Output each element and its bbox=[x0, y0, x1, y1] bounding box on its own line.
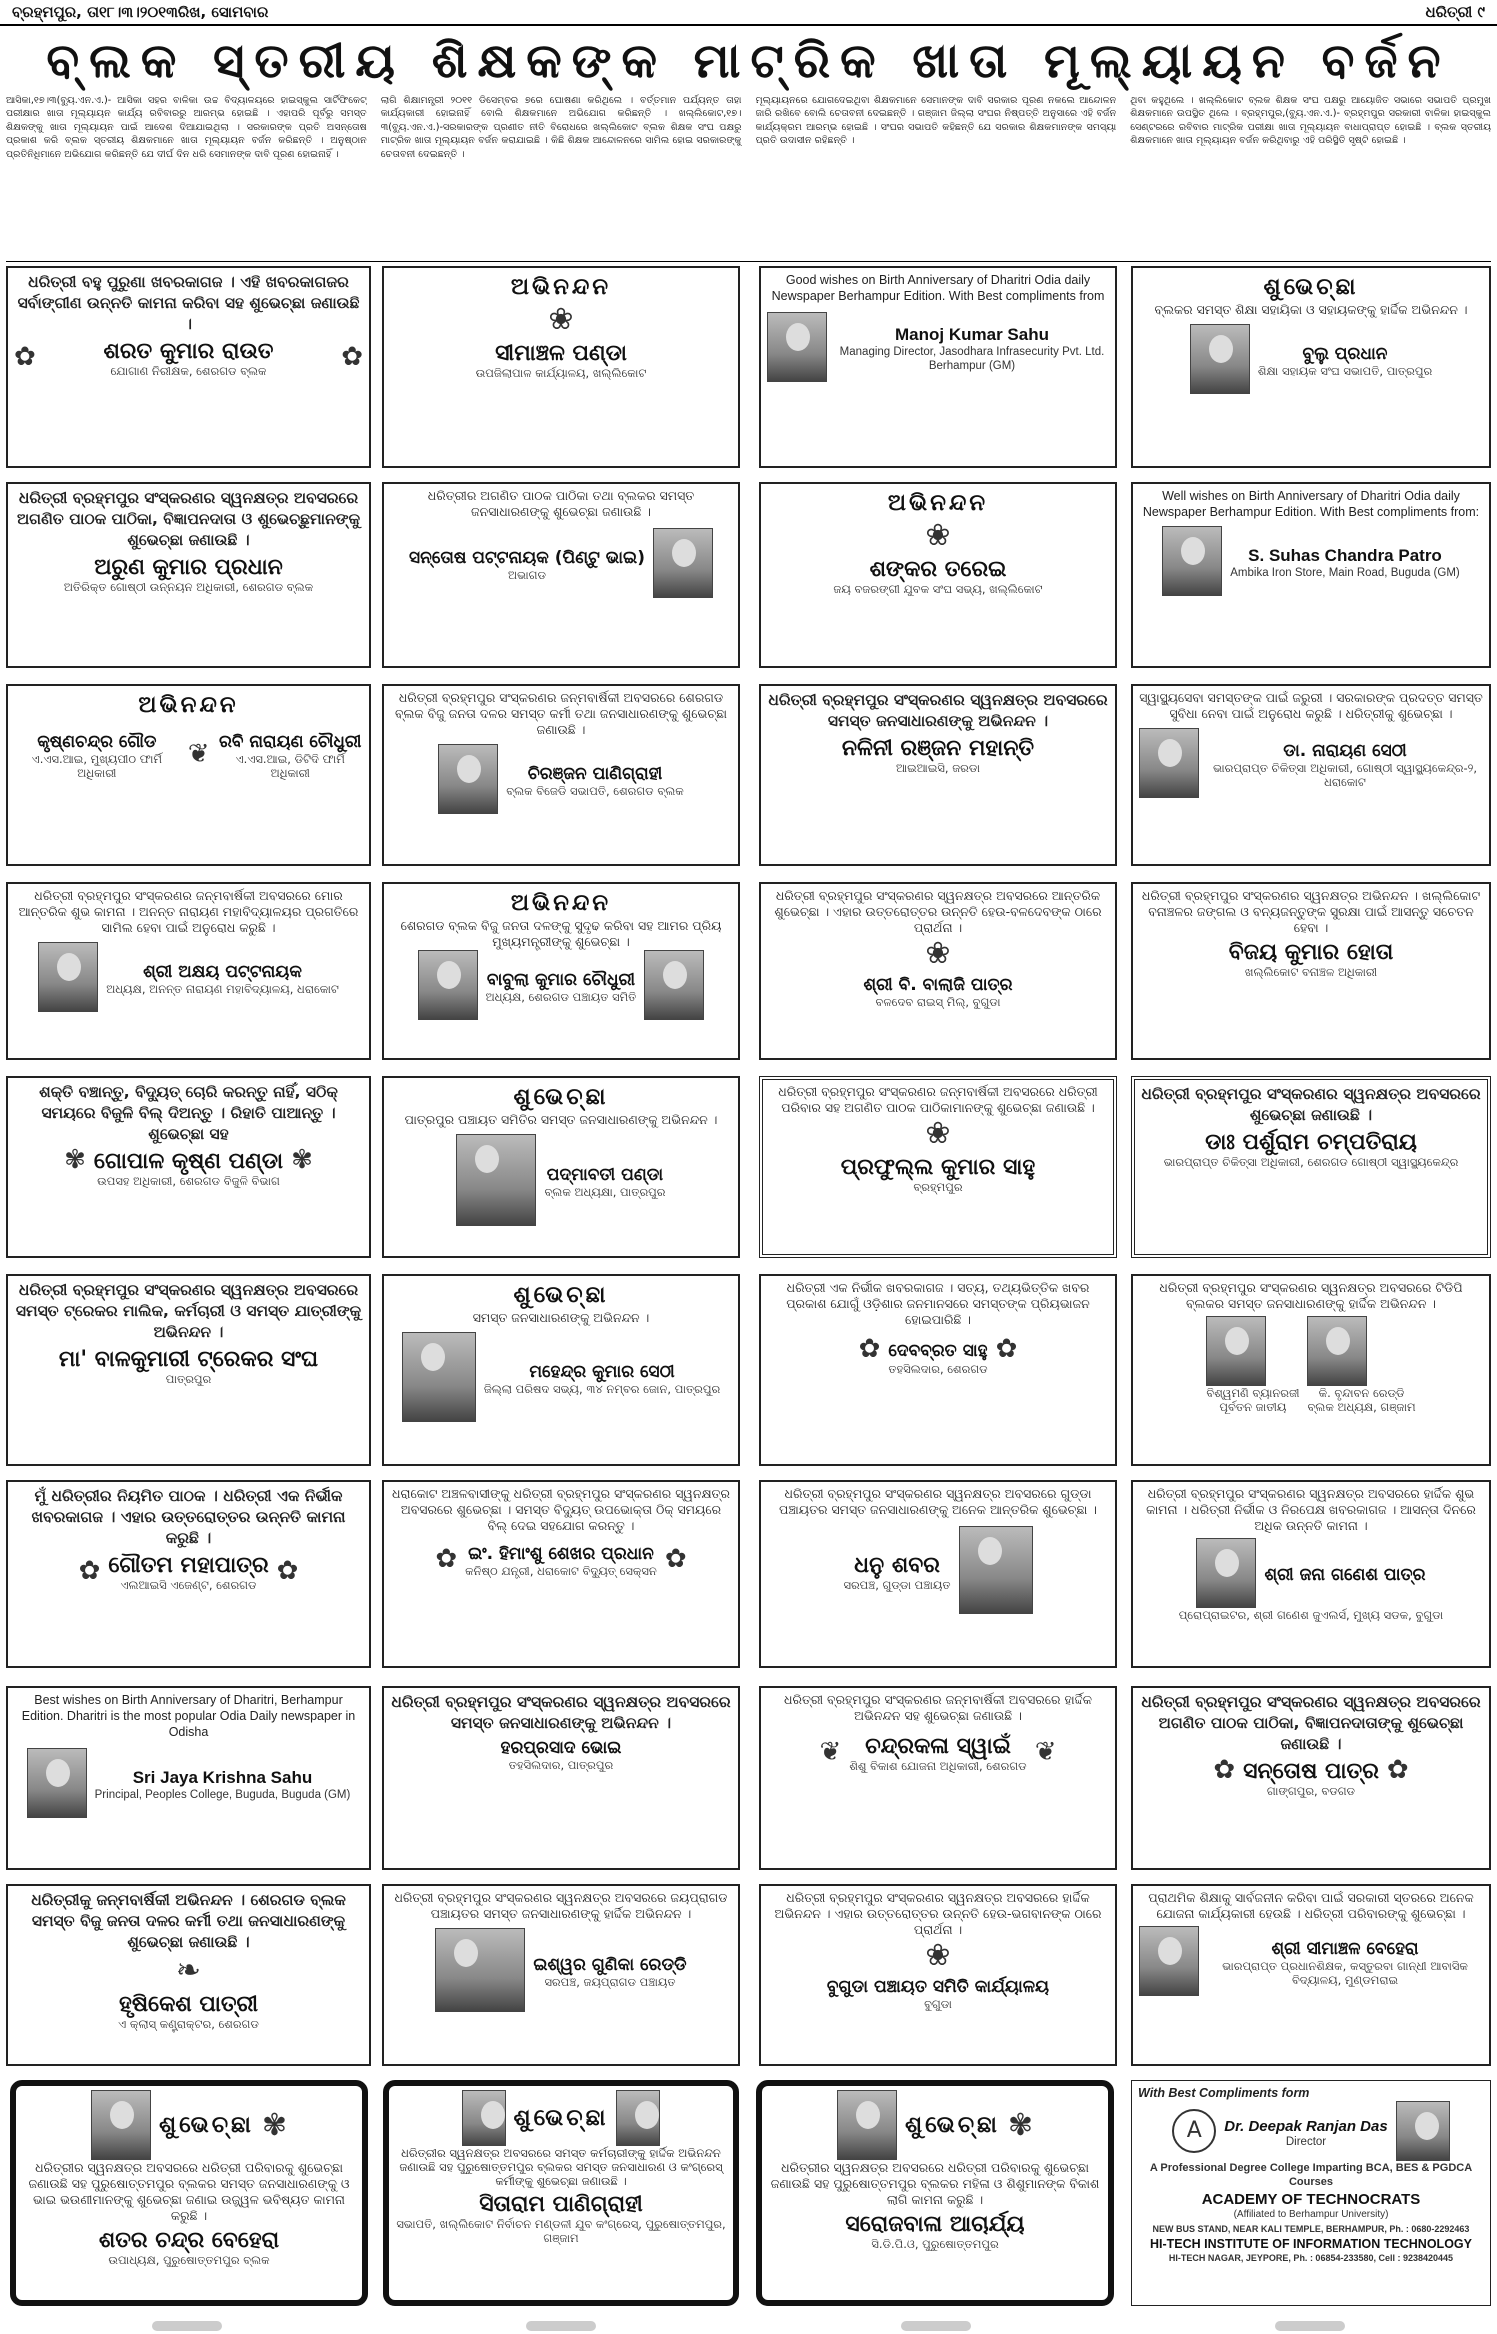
ad-narayan-sethi bbox=[1131, 684, 1491, 866]
page-header bbox=[0, 0, 1497, 26]
portrait-photo bbox=[435, 1928, 525, 2012]
article-column-3: ମୂଲ୍ୟାୟନରେ ଯୋଗଦେଇଥିବା ଶିକ୍ଷକମାନେ ସେମାନଙ୍କ ଦାବି ସରକାର ପୂରଣ ନକଲେ ଆନ୍ଦୋଳନ ଜାରି ରଖିବେ ବୋଲି ଚେତାବନୀ ଦେଇଛନ୍ତି । ଗଞ୍ଜାମ ଜିଲ୍ଲା ସଂଘର ନିଷ୍ପତ୍ତି ଅନୁସାରେ ଏହି ବର୍ଜନ କାର୍ଯ୍ୟକ୍ରମ ଆରମ୍ଭ ହୋଇଛି । ସଂଘର ସଭାପତି କହିଛନ୍ତି ଯେ ସରକାର ଶିକ୍ଷକମାନଙ୍କ ସମସ୍ୟା ପ୍ରତି ଉଦାସୀନ ରହିଛନ୍ତି । bbox=[755, 95, 1117, 147]
ad-name: Dr. Deepak Ranjan Das bbox=[1224, 2117, 1388, 2135]
ad-nalini-ranjan-mahanty bbox=[759, 684, 1117, 866]
flower-icon: ✿ bbox=[78, 1555, 101, 1586]
flower-icon: ✾ bbox=[291, 1144, 313, 1175]
ad-arun-kumar-pradhan bbox=[6, 482, 371, 668]
ad-message: ଧରିତ୍ରୀ ବ୍ରହ୍ମପୁର ସଂସ୍କରଣର ସ୍ୱନକ୍ଷତ୍ର ଅବସରରେ ଅଗଣିତ ପାଠକ ପାଠିକା, ବିଜ୍ଞାପନଦାତାଙ୍କୁ ଶୁଭେଚ୍ଛା ଜଣାଉଛି । bbox=[1141, 1693, 1481, 1753]
ad-gopal-krushna-panda bbox=[6, 1076, 371, 1258]
ad-name: ମହେନ୍ଦ୍ର କୁମାର ସେଠୀ bbox=[529, 1362, 675, 1382]
ad-jaya-krishna-sahu bbox=[6, 1686, 371, 1870]
portrait-photo bbox=[27, 1748, 87, 1818]
bouquet-icon: ✾ bbox=[261, 2107, 288, 2143]
ad-name: ବିଜୟ କୁମାର ହୋତା bbox=[1228, 940, 1394, 965]
flower-icon: ✿ bbox=[276, 1555, 299, 1586]
ad-name-2: ରବି ନାରାୟଣ ଚୌଧୁରୀ bbox=[218, 732, 362, 752]
ad-haraprasad-bhoi bbox=[382, 1686, 740, 1870]
ad-name: ଡାଃ ପର୍ଶୁରାମ ଚମ୍ପତିରାୟ bbox=[1205, 1130, 1417, 1155]
ad-designation: ଭାରପ୍ରାପ୍ତ ପ୍ରଧାନଶିକ୍ଷକ, କସ୍ତୁରବା ଗାନ୍ଧୀ ଆବାସିକ ବିଦ୍ୟାଳୟ, ମୁଣ୍ଡମରାଇ bbox=[1222, 1959, 1468, 1987]
ad-designation: ଉପସହ ଅଧିକାରୀ, ଶେରଗଡ ବିଜୁଳି ବିଭାଗ bbox=[97, 1174, 280, 1188]
ad-designation: ବ୍ରହ୍ମପୁର bbox=[913, 1180, 963, 1194]
ad-iswar-gunika-reddy bbox=[382, 1884, 740, 2066]
ad-message: With Best Compliments form bbox=[1138, 2086, 1310, 2100]
ad-org: ACADEMY OF TECHNOCRATS bbox=[1201, 2191, 1421, 2208]
flower-icon: ❦ bbox=[187, 739, 210, 769]
footer-mark bbox=[1275, 2321, 1345, 2331]
portrait-photo bbox=[402, 1332, 476, 1422]
deity-icon: ❀ bbox=[925, 1116, 951, 1151]
ad-designation: ଅତିରିକ୍ତ ଗୋଷ୍ଠୀ ଉନ୍ନୟନ ଅଧିକାରୀ, ଶେରଗଡ ବ୍ଲକ bbox=[63, 580, 314, 594]
ad-buguda-panchayat-samiti bbox=[759, 1884, 1117, 2066]
ad-himanshu-sekhar-pradhan bbox=[382, 1480, 740, 1668]
ad-designation: ଏ କ୍ଲାସ୍ କଣ୍ଟ୍ରାକ୍ଟର, ଶେରଗଡ bbox=[118, 2017, 259, 2031]
ad-name: ଗୌତମ ମହାପାତ୍ର bbox=[108, 1553, 269, 1578]
ad-designation-2: ଏ.ଏସ.ଆଇ, ଡିଟିଦି ଫାର୍ମି ଅଧିକାରୀ bbox=[235, 752, 345, 780]
ad-goutam-mohapatra bbox=[6, 1480, 371, 1668]
ad-shankar-tarei bbox=[759, 482, 1117, 668]
ad-message: ଧରିତ୍ରୀ ବ୍ରହ୍ମପୁର ସଂସ୍କରଣର ସ୍ୱନକ୍ଷତ୍ର ଅବସରରେ ଟିଡିପି ବ୍ଲକର ସମସ୍ତ ଜନସାଧାରଣଙ୍କୁ ହାର୍ଦ୍ଦିକ ଅଭିନନ୍ଦନ । bbox=[1159, 1280, 1463, 1311]
ad-designation: ବ୍ଲକ ବିଜେଡି ସଭାପତି, ଶେରଗଡ ବ୍ଲକ bbox=[506, 784, 684, 798]
paper-name-page: ଧରିତ୍ରୀ ୯ bbox=[1425, 3, 1485, 21]
ad-designation: ଯୋଗାଣ ନିରୀକ୍ଷକ, ଶେରଗଡ ବ୍ଲକ bbox=[110, 364, 267, 378]
ad-name: ହୃଷିକେଶ ପାତ୍ରୀ bbox=[119, 1992, 258, 2017]
ad-tdp-block bbox=[1131, 1274, 1491, 1466]
ad-designation: ଜୟ ବଜରଙ୍ଗୀ ଯୁବକ ସଂଘ ସଭ୍ୟ, ଖଲ୍ଲିକୋଟ bbox=[833, 582, 1043, 596]
ad-manoj-kumar-sahu bbox=[759, 266, 1117, 468]
article-column-1: ଆସିକା,୧୭।୩(ବ୍ୟୁ.ଏନ.ଏ.)- ଆସିକା ସହର ବାଳିକା ଉଚ୍ଚ ବିଦ୍ୟାଳୟରେ ହାଇସ୍କୁଲ ସାର୍ଟିଫିକେଟ୍ ପରୀକ୍ଷାର ଖାତା ମୂଲ୍ୟାୟନ କାର୍ଯ୍ୟ ରବିବାରରୁ ଆରମ୍ଭ ହୋଇଛି । ଏହାପରି ପୂର୍ବରୁ ସମସ୍ତ ଶିକ୍ଷକଙ୍କୁ ଖାତା ମୂଲ୍ୟାୟନ ପାଇଁ ଆଦେଶ ଦିଆଯାଇଥିଲା । ସରକାରଙ୍କ ପ୍ରତି ଅସନ୍ତୋଷ ପ୍ରକାଶ କରି ବ୍ଲକ ସ୍ତରୀୟ ଶିକ୍ଷକମାନେ ଖାତା ମୂଲ୍ୟାୟନ ବର୍ଜନ କରିଛନ୍ତି । ଅନୁଷ୍ଠାନ ପ୍ରତିନିଧିମାନେ ଅଭିଯୋଗ କରିଛନ୍ତି ଯେ ଦୀର୍ଘ ଦିନ ଧରି ସେମାନଙ୍କ ଦାବି ପୂରଣ ହୋଇନାହିଁ । bbox=[6, 95, 367, 160]
ad-address-2: HI-TECH NAGAR, JEYPORE, Ph. : 06854-233580, Cell : 9238420445 bbox=[1168, 2253, 1454, 2263]
ad-name: ବୁଗୁଡା ପଞ୍ଚାୟତ ସମିତି କାର୍ଯ୍ୟାଳୟ bbox=[826, 1977, 1050, 1997]
ad-debabrata-sahu bbox=[759, 1274, 1117, 1466]
ad-message: ଧରିତ୍ରୀର ସ୍ୱନକ୍ଷତ୍ର ଅବସରରେ ସମସ୍ତ କର୍ମଚାରୀଙ୍କୁ ହାର୍ଦ୍ଦିକ ଅଭିନନ୍ଦନ ଜଣାଉଛି ସହ ପୁରୁଷୋତ୍ତମପୁର ବ୍ଲକର ସମସ୍ତ ଜନସାଧାରଣ ଓ କଂଗ୍ରେସ୍ କର୍ମୀଙ୍କୁ ଶୁଭେଚ୍ଛା ଜଣାଉଛି । bbox=[399, 2146, 723, 2188]
flower-icon: ✿ bbox=[664, 1544, 687, 1574]
ad-org-2: HI-TECH INSTITUTE OF INFORMATION TECHNOLOGY bbox=[1150, 2237, 1472, 2251]
ad-message: ଧରିତ୍ରୀ ବ୍ରହ୍ମପୁର ସଂସ୍କରଣର ଜନ୍ମବାର୍ଷିକୀ ଅବସରରେ ମୋର ଆନ୍ତରିକ ଶୁଭ କାମନା । ଅନନ୍ତ ନାରାୟଣ ମହାବିଦ୍ୟାଳୟର ପ୍ରଗତିରେ ସାମିଲ ହେବା ପାଇଁ ଅନୁରୋଧ କରୁଛି । bbox=[18, 888, 359, 935]
ad-name: ଶତର ଚନ୍ଦ୍ର ବେହେରା bbox=[98, 2228, 280, 2253]
ad-designation: ଏଲଆଇସି ଏଜେଣ୍ଟ, ଶେରଗଡ bbox=[120, 1578, 257, 1592]
ad-title: ଶୁଭେଚ୍ଛା bbox=[513, 1084, 609, 1110]
ad-name: ବିଶ୍ୱମଣି ବ୍ୟାନରଜୀ bbox=[1206, 1386, 1300, 1400]
flower-icon: ❦ bbox=[819, 1736, 842, 1767]
ad-name: ଇଂ. ହିମାଂଶୁ ଶେଖର ପ୍ରଧାନ bbox=[468, 1544, 654, 1564]
ad-name: Manoj Kumar Sahu bbox=[895, 325, 1049, 344]
flower-icon: ✿ bbox=[341, 341, 363, 372]
ad-name: ଚିରଞ୍ଜନ ପାଣିଗ୍ରାହୀ bbox=[527, 764, 663, 784]
ad-parshuram-champatiray bbox=[1131, 1076, 1491, 1258]
ad-address: NEW BUS STAND, NEAR KALI TEMPLE, BERHAMPUR, Ph. : 0680-2292463 bbox=[1152, 2224, 1470, 2234]
ad-simanchal-panda bbox=[382, 266, 740, 468]
dateline: ବ୍ରହ୍ମପୁର, ତା୧୮।୩।୨୦୧୩ରିଖ, ସୋମବାର bbox=[12, 3, 269, 21]
ad-message: ଧରିତ୍ରୀର ସ୍ୱନକ୍ଷତ୍ର ଅବସରରେ ଧରିତ୍ରୀ ପରିବାରକୁ ଶୁଭେଚ୍ଛା ଜଣାଉଛି ସହ ପୁରୁଷୋତ୍ତମପୁର ବ୍ଲକର ସମସ୍ତ ଜନସାଧାରଣଙ୍କୁ ଓ ଭାଇ ଭଉଣୀମାନଙ୍କୁ ଶୁଭେଚ୍ଛା ଜଣାଇ ଉଜ୍ଜ୍ୱଳ ଭବିଷ୍ୟତ କାମନା କରୁଛି । bbox=[28, 2160, 350, 2223]
ad-sarat-kumar-raut bbox=[6, 266, 371, 468]
footer-mark bbox=[901, 2321, 971, 2331]
ad-name: ସୀମାଞ୍ଚଳ ପଣ୍ଡା bbox=[495, 341, 627, 366]
ad-designation: Managing Director, Jasodhara Infrasecurity Pvt. Ltd. Berhampur (GM) bbox=[839, 346, 1105, 372]
ad-designation: ଖଲ୍ଲିକୋଟ ବନାଞ୍ଚଳ ଅଧିକାରୀ bbox=[1244, 965, 1378, 979]
portrait-photo bbox=[418, 950, 478, 1020]
ad-message: ଧରିତ୍ରୀ ବ୍ରହ୍ମପୁର ସଂସ୍କରଣର ସ୍ୱନକ୍ଷତ୍ର ଅବସରରେ ହାର୍ଦ୍ଦିକ ଶୁଭ କାମନା । ଧରିତ୍ରୀ ନିର୍ଭୀକ ଓ ନିରପେକ୍ଷ ଖବରକାଗଜ । ଆସନ୍ତା ଦିନରେ ଅଧିକ ଉନ୍ନତି କାମନା । bbox=[1146, 1486, 1476, 1533]
ad-designation: ଶିକ୍ଷା ସହାୟକ ସଂଘ ସଭାପତି, ପାତ୍ରପୁର bbox=[1257, 364, 1433, 378]
flower-icon: ✿ bbox=[858, 1334, 881, 1364]
ad-title: ଅଭିନନ୍ଦନ bbox=[510, 274, 612, 300]
deity-icon: ❀ bbox=[925, 936, 951, 971]
ad-name: ଶଙ୍କର ତରେଇ bbox=[869, 557, 1007, 582]
ad-title: ଅଭିନନ୍ଦନ bbox=[887, 490, 989, 516]
portrait-photo bbox=[1139, 728, 1199, 798]
ad-chiranjan-panigrahi bbox=[382, 684, 740, 866]
ad-designation: ସରପଞ୍ଚ, ଗୁଡ୍ଡା ପଞ୍ଚାୟତ bbox=[843, 1577, 951, 1592]
portrait-photo bbox=[837, 2090, 897, 2160]
ad-maa-balakumari-trekker-sangha bbox=[6, 1274, 371, 1466]
portrait-photo bbox=[959, 1526, 1033, 1614]
ad-name: ନଳିନୀ ରଞ୍ଜନ ମହାନ୍ତି bbox=[841, 736, 1035, 761]
ad-designation: କନିଷ୍ଠ ଯନ୍ତ୍ରୀ, ଧରାକୋଟ ବିଦ୍ୟୁତ୍ ସେକ୍ସନ bbox=[465, 1564, 657, 1578]
ad-message: ସମସ୍ତ ଜନସାଧାରଣଙ୍କୁ ଅଭିନନ୍ଦନ । bbox=[472, 1310, 650, 1325]
ad-designation: Principal, Peoples College, Buguda, Buguda (GM) bbox=[94, 1789, 351, 1801]
ribbon-icon: ❧ bbox=[175, 1953, 202, 1988]
flower-icon: ✿ bbox=[995, 1334, 1018, 1364]
ad-babula-kumar-choudhury bbox=[382, 882, 740, 1060]
ad-name: ପ୍ରଫୁଲ୍ଲ କୁମାର ସାହୁ bbox=[840, 1155, 1036, 1180]
ad-designation: ସଭାପତି, ଖଲ୍ଲିକୋଟ ନିର୍ବାଚନ ମଣ୍ଡଳୀ ଯୁବ କଂଗ୍ରେସ୍, ପୁରୁଷୋତ୍ତମପୁର, ଗଞ୍ଜାମ bbox=[396, 2217, 726, 2245]
ad-name: ସରୋଜବାଳା ଆଚାର୍ଯ୍ୟ bbox=[845, 2212, 1025, 2237]
ad-title: ଶୁଭେଚ୍ଛା bbox=[1263, 274, 1359, 300]
ad-title: ଅଭିନନ୍ଦନ bbox=[138, 692, 239, 718]
portrait-photo bbox=[1307, 1316, 1367, 1386]
ad-message: ଧରିତ୍ରୀ ବ୍ରହ୍ମପୁର ସଂସ୍କରଣର ସ୍ୱନକ୍ଷତ୍ର ଅବସରରେ ଗୁଡ୍ଡା ପଞ୍ଚାୟତର ସମସ୍ତ ଜନସାଧାରଣଙ୍କୁ ଅନେକ ଆନ୍ତରିକ ଶୁଭେଚ୍ଛା । bbox=[779, 1486, 1097, 1517]
ad-message: ଧରିତ୍ରୀ ବ୍ରହ୍ମପୁର ସଂସ୍କରଣର ସ୍ୱନକ୍ଷତ୍ର ଅବସରରେ ଆନ୍ତରିକ ଶୁଭେଚ୍ଛା । ଏହାର ଉତ୍ତରୋତ୍ତର ଉନ୍ନତି ହେଉ-ବଳଦେବଙ୍କ ଠାରେ ପ୍ରାର୍ଥନା । bbox=[774, 888, 1102, 935]
ad-bijay-kumar-hota bbox=[1131, 882, 1491, 1060]
flower-icon: ✾ bbox=[64, 1144, 86, 1175]
ad-designation: ସି.ଡି.ପି.ଓ, ପୁରୁଷୋତ୍ତମପୁର bbox=[871, 2237, 999, 2251]
ad-santosh-patro bbox=[1131, 1686, 1491, 1870]
ad-designation: ବ୍ଲକ ଅଧ୍ୟକ୍ଷା, ପାତ୍ରପୁର bbox=[544, 1185, 666, 1199]
ad-message: ବ୍ଲକର ସମସ୍ତ ଶିକ୍ଷା ସହାୟିକା ଓ ସହାୟକଙ୍କୁ ହାର୍ଦ୍ଦିକ ଅଭିନନ୍ଦନ । bbox=[1154, 302, 1468, 317]
headline: ବ୍ଲକ ସ୍ତରୀୟ ଶିକ୍ଷକଙ୍କ ମାଟ୍ରିକ ଖାତା ମୂଲ୍ୟାୟନ ବର୍ଜନ bbox=[46, 33, 1451, 89]
article-column-4: ଥିବା କହୁଥିଲେ । ଖଲ୍ଲିକୋଟ ବ୍ଲକ ଶିକ୍ଷକ ସଂଘ ପକ୍ଷରୁ ଆୟୋଜିତ ସଭାରେ ସଭାପତି ପ୍ରମୁଖ ଶିକ୍ଷକମାନେ ଉପସ୍ଥିତ ଥିଲେ । ବ୍ରହ୍ମପୁର,(ବ୍ୟୁ.ଏନ.ଏ.)- ବ୍ରହ୍ମପୁର ସରକାରୀ ବାଳିକା ହାଇସ୍କୁଲ ସେଣ୍ଟରରେ ରବିବାର ମାଟ୍ରିକ ପରୀକ୍ଷା ଖାତା ମୂଲ୍ୟାୟନ ବାଧାପ୍ରାପ୍ତ ହୋଇଛି । ବ୍ଲକ ସ୍ତରୀୟ ଶିକ୍ଷକମାନେ ଖାତା ମୂଲ୍ୟାୟନ ବର୍ଜନ କରିଥିବାରୁ ଏହି ପରିସ୍ଥିତି ସୃଷ୍ଟି ହୋଇଛି । bbox=[1130, 95, 1491, 147]
portrait-photo bbox=[767, 312, 827, 382]
ad-b-balaji-patro bbox=[759, 882, 1117, 1060]
ad-designation: ଅଧ୍ୟକ୍ଷ, ଶେରଗଡ ପଞ୍ଚାୟତ ସମିତି bbox=[485, 990, 637, 1004]
ad-title: ଶୁଭେଚ୍ଛା bbox=[158, 2112, 254, 2138]
ad-message: ଧରିତ୍ରୀ ବ୍ରହ୍ମପୁର ସଂସ୍କରଣର ଜନ୍ମବାର୍ଷିକୀ ଅବସରରେ ଶେରଗଡ ବ୍ଲକ ବିଜୁ ଜନତା ଦଳର ସମସ୍ତ କର୍ମୀ ତଥା ଜନସାଧାରଣଙ୍କୁ ଶୁଭେଚ୍ଛା ଜଣାଉଛି । bbox=[394, 690, 727, 737]
ad-prafulla-kumar-sahu bbox=[759, 1076, 1117, 1258]
ad-title: ଶୁଭେଚ୍ଛା bbox=[513, 2105, 609, 2131]
portrait-photo bbox=[1190, 324, 1250, 394]
ad-message: ଧରିତ୍ରୀ ବ୍ରହ୍ମପୁର ସଂସ୍କରଣର ଜନ୍ମବାର୍ଷିକୀ ଅବସରରେ ହାର୍ଦ୍ଦିକ ଅଭିନନ୍ଦନ ସହ ଶୁଭେଚ୍ଛା ଜଣାଉଛି । bbox=[784, 1692, 1092, 1723]
ad-designation: Ambika Iron Store, Main Road, Buguda (GM) bbox=[1230, 567, 1460, 579]
ad-message: ଧରିତ୍ରୀ ବ୍ରହ୍ମପୁର ସଂସ୍କରଣର ଜନ୍ମବାର୍ଷିକୀ ଅବସରରେ ଧରିତ୍ରୀ ପରିବାର ସହ ଅଗଣିତ ପାଠକ ପାଠିକାମାନଙ୍କୁ ଶୁଭେଚ୍ଛା ଜଣାଉଛି । bbox=[778, 1084, 1098, 1115]
ad-academy-of-technocrats bbox=[1131, 2080, 1491, 2306]
ad-akshaya-pattnaik bbox=[6, 882, 371, 1060]
ad-designation: ବୁଗୁଡା bbox=[924, 1997, 952, 2011]
ad-message: ଧରିତ୍ରୀ ବ୍ରହ୍ମପୁର ସଂସ୍କରଣର ସ୍ୱନକ୍ଷତ୍ର ଅବସରରେ ସମସ୍ତ ଟ୍ରେକର ମାଲିକ, କର୍ମଚାରୀ ଓ ସମସ୍ତ ଯାତ୍ରୀଙ୍କୁ ଅଭିନନ୍ଦନ । bbox=[15, 1281, 362, 1341]
flower-icon: ✿ bbox=[14, 341, 36, 372]
ad-sitaram-panigrahi bbox=[383, 2080, 739, 2306]
ad-name: ଅରୁଣ କୁମାର ପ୍ରଧାନ bbox=[94, 555, 283, 580]
ad-designation: ଅଧ୍ୟକ୍ଷ, ଅନନ୍ତ ନାରାୟଣ ମହାବିଦ୍ୟାଳୟ, ଧରାକୋଟ bbox=[106, 982, 339, 996]
ad-message: ପାତ୍ରପୁର ପଞ୍ଚାୟତ ସମିତିର ସମସ୍ତ ଜନସାଧାରଣଙ୍କୁ ଅଭିନନ୍ଦନ । bbox=[404, 1112, 718, 1127]
portrait-photo bbox=[462, 2090, 506, 2146]
ad-name: ଡା. ନାରାୟଣ ସେଠୀ bbox=[1283, 741, 1407, 761]
ad-message: ପ୍ରାଥମିକ ଶିକ୍ଷାକୁ ସାର୍ବଜନୀନ କରିବା ପାଇଁ ସରକାରୀ ସ୍ତରରେ ଅନେକ ଯୋଜନା କାର୍ଯ୍ୟକାରୀ ହେଉଛି । ଧରିତ୍ରୀ ପରିବାରଙ୍କୁ ଶୁଭେଚ୍ଛା । bbox=[1148, 1890, 1474, 1921]
ad-satar-chandra-behera bbox=[10, 2080, 368, 2306]
portrait-photo bbox=[1139, 1926, 1199, 1996]
ad-designation: ଭାରପ୍ରାପ୍ତ ଚିକିତ୍ସା ଅଧିକାରୀ, ଗୋଷ୍ଠୀ ସ୍ୱାସ୍ଥ୍ୟକେନ୍ଦ୍ର-୨, ଧରାକୋଟ bbox=[1212, 761, 1478, 789]
ad-abhinandan-police bbox=[6, 684, 371, 866]
ad-message: Good wishes on Birth Anniversary of Dharitri Odia daily Newspaper Berhampur Edition. With Best compliments from bbox=[771, 273, 1105, 303]
ad-name: Sri Jaya Krishna Sahu bbox=[132, 1768, 313, 1787]
ad-name: ସନ୍ତୋଷ ପାତ୍ର bbox=[1243, 1759, 1379, 1784]
ad-jana-ganesh-patro bbox=[1131, 1480, 1491, 1668]
ad-title: ଶୁଭେଚ୍ଛା bbox=[513, 1282, 609, 1308]
ad-message: ଧରିତ୍ରୀର ସ୍ୱନକ୍ଷତ୍ର ଅବସରରେ ଧରିତ୍ରୀ ପରିବାରକୁ ଶୁଭେଚ୍ଛା ଜଣାଉଛି ସହ ପୁରୁଷୋତ୍ତମପୁର ବ୍ଲକର ମହିଳା ଓ ଶିଶୁମାନଙ୍କ ବିକାଶ ଲାଗି କାମନା କରୁଛି । bbox=[770, 2160, 1100, 2207]
ad-padmabati-panda bbox=[382, 1076, 740, 1258]
ad-designation: ପାତ୍ରପୁର bbox=[165, 1372, 212, 1386]
ad-name: ଶ୍ରୀ ବି. ବାଲାଜି ପାତ୍ର bbox=[863, 975, 1013, 995]
ad-name: କୃଷ୍ଣଚନ୍ଦ୍ର ଗୌଡ bbox=[37, 732, 157, 752]
ad-name: ଶ୍ରୀ ସୀମାଞ୍ଚଳ ବେହେରା bbox=[1271, 1939, 1419, 1959]
ad-title: ଅଭିନନ୍ଦନ bbox=[510, 890, 612, 916]
ad-designation: ଆଇଆଇସି, ଜରଡା bbox=[895, 761, 980, 775]
ad-designation: ଜିଲ୍ଲା ପରିଷଦ ସଭ୍ୟ, ୩୪ ନମ୍ବର ଜୋନ, ପାତ୍ରପୁର bbox=[483, 1382, 721, 1396]
flower-icon: ✿ bbox=[435, 1544, 458, 1574]
ad-body: A Professional Degree College Imparting BCA, BES & PGDCA Courses bbox=[1149, 2162, 1473, 2188]
flower-icon: ✿ bbox=[1386, 1754, 1409, 1785]
ad-message: ଧରିତ୍ରୀ ବ୍ରହ୍ମପୁର ସଂସ୍କରଣର ସ୍ୱନକ୍ଷତ୍ର ଅବସରରେ ଶୁଭେଚ୍ଛା ଜଣାଉଛି । bbox=[1141, 1085, 1481, 1124]
ad-designation: ସରପଞ୍ଚ, ଜୟପ୍ରାଗଡ ପଞ୍ଚାୟତ bbox=[544, 1975, 676, 1989]
ad-designation: ପୂର୍ବତନ ଜାତୀୟ bbox=[1219, 1400, 1287, 1414]
deity-icon: ❀ bbox=[925, 1938, 951, 1973]
ad-message: ମୁଁ ଧରିତ୍ରୀର ନିୟମିତ ପାଠକ । ଧରିତ୍ରୀ ଏକ ନିର୍ଭୀକ ଖବରକାଗଜ । ଏହାର ଉତ୍ତରୋତ୍ତର ଉନ୍ନତି କାମନା କରୁଛି । bbox=[31, 1487, 346, 1547]
ad-designation: ଗାଙ୍ଗପୁର, ବଡଗଡ bbox=[1266, 1784, 1356, 1798]
ad-message: Well wishes on Birth Anniversary of Dharitri Odia daily Newspaper Berhampur Edition. With Best compliments from: bbox=[1142, 489, 1480, 519]
ad-designation-2: ବ୍ଲକ ଅଧ୍ୟକ୍ଷ, ଗଞ୍ଜାମ bbox=[1307, 1400, 1416, 1414]
ad-message: ଧରାକୋଟ ଅଞ୍ଚଳବାସୀଙ୍କୁ ଧରିତ୍ରୀ ବ୍ରହ୍ମପୁର ସଂସ୍କରଣର ସ୍ୱନକ୍ଷତ୍ର ଅବସରରେ ଶୁଭେଚ୍ଛା । ସମସ୍ତ ବିଦ୍ୟୁତ୍ ଉପଭୋକ୍ତା ଠିକ୍ ସମୟରେ ବିଲ୍ ଦେଇ ସହଯୋଗ କରନ୍ତୁ । bbox=[392, 1486, 730, 1533]
news-article bbox=[6, 94, 1491, 262]
ad-designation: ଉପଜିଲାପାଳ କାର୍ଯ୍ୟାଳୟ, ଖଲ୍ଲିକୋଟ bbox=[475, 366, 647, 380]
ad-name: ପଦ୍ମାବତୀ ପଣ୍ଡା bbox=[546, 1165, 664, 1185]
ad-simanchal-behera bbox=[1131, 1884, 1491, 2066]
ad-mahendra-kumar-sethi bbox=[382, 1274, 740, 1466]
ad-message: ଧରିତ୍ରୀ ବ୍ରହ୍ମପୁର ସଂସ୍କରଣର ସ୍ୱନକ୍ଷତ୍ର ଅବସରରେ ଅଗଣିତ ପାଠକ ପାଠିକା, ବିଜ୍ଞାପନଦାତା ଓ ଶୁଭେଚ୍ଛୁମାନଙ୍କୁ ଶୁଭେଚ୍ଛା ଜଣାଉଛି । bbox=[16, 489, 361, 549]
ad-santosh-pattnaik bbox=[382, 482, 740, 668]
ad-message: ଧରିତ୍ରୀ ବ୍ରହ୍ମପୁର ସଂସ୍କରଣର ସ୍ୱନକ୍ଷତ୍ର ଅବସରରେ ହାର୍ଦ୍ଦିକ ଅଭିନନ୍ଦନ । ଏହାର ଉତ୍ତରୋତ୍ତର ଉନ୍ନତି ହେଉ-ଭଗବାନଙ୍କ ଠାରେ ପ୍ରାର୍ଥନା । bbox=[774, 1890, 1102, 1937]
portrait-photo bbox=[1396, 2101, 1450, 2161]
ad-sarojbala-acharya bbox=[756, 2080, 1114, 2306]
ad-designation: ତହସିଲଦାର, ଶେରଗଡ bbox=[888, 1362, 988, 1376]
ad-name: ହରପ୍ରସାଦ ଭୋଇ bbox=[500, 1738, 622, 1758]
ad-name: ବାବୁଲା କୁମାର ଚୌଧୁରୀ bbox=[486, 970, 636, 990]
ad-message: ଧରିତ୍ରୀ ବହୁ ପୁରୁଣା ଖବରକାଗଜ । ଏହି ଖବରକାଗଜର ସର୍ବାଙ୍ଗୀଣ ଉନ୍ନତି କାମନା କରିବା ସହ ଶୁଭେଚ୍ଛା ଜଣାଉଛି । bbox=[17, 273, 360, 333]
portrait-photo bbox=[1196, 1538, 1256, 1608]
ad-name: ଚନ୍ଦ୍ରକଳା ସ୍ୱାଇଁ bbox=[865, 1734, 1011, 1759]
ad-name: ଗୋପାଳ କୃଷ୍ଣ ପଣ୍ଡା bbox=[93, 1149, 284, 1174]
ad-designation: ଏ.ଏସ.ଆଇ, ମୁଖ୍ୟପୀଠ ଫାର୍ମି ଅଧିକାରୀ bbox=[31, 752, 163, 780]
footer-mark bbox=[526, 2321, 596, 2331]
ad-designation: ବଳଦେବ ରାଇସ୍ ମିଲ୍, ବୁଗୁଡା bbox=[875, 995, 1001, 1009]
ad-name: ଧନୁ ଶବର bbox=[854, 1552, 940, 1578]
ad-designation: ଉପାଧ୍ୟକ୍ଷ, ପୁରୁଷୋତ୍ତମପୁର ବ୍ଲକ bbox=[108, 2253, 270, 2267]
portrait-photo bbox=[1162, 526, 1222, 596]
portrait-photo bbox=[653, 528, 713, 598]
ad-name: ଶ୍ରୀ ଜନା ଗଣେଶ ପାତ୍ର bbox=[1264, 1565, 1426, 1585]
ad-chandrakala-swain bbox=[759, 1686, 1117, 1870]
portrait-photo bbox=[38, 942, 98, 1012]
bouquet-icon: ✾ bbox=[1007, 2107, 1034, 2143]
ad-message: ଧରିତ୍ରୀ ବ୍ରହ୍ମପୁର ସଂସ୍କରଣର ସ୍ୱନକ୍ଷତ୍ର ଅବସରରେ ଜୟପ୍ରାଗଡ ପଞ୍ଚାୟତର ସମସ୍ତ ଜନସାଧାରଣଙ୍କୁ ହାର୍ଦ୍ଦିକ ଅଭିନନ୍ଦନ । bbox=[394, 1890, 728, 1921]
ad-designation: ଶିଶୁ ବିକାଶ ଯୋଜନା ଅଧିକାରୀ, ଶେରଗଡ bbox=[849, 1759, 1027, 1773]
ad-designation: ତହସିଲଦାର, ପାତ୍ରପୁର bbox=[508, 1758, 614, 1772]
ad-designation: ଭାରପ୍ରାପ୍ତ ଚିକିତ୍ସା ଅଧିକାରୀ, ଶେରଗଡ ଗୋଷ୍ଠୀ ସ୍ୱାସ୍ଥ୍ୟକେନ୍ଦ୍ର bbox=[1163, 1155, 1459, 1169]
portrait-photo bbox=[456, 1134, 536, 1226]
portrait-photo bbox=[1206, 1316, 1266, 1386]
ad-message: ଶକ୍ତି ବଞ୍ଚାନ୍ତୁ, ବିଦ୍ୟୁତ୍ ଚୋରି କରନ୍ତୁ ନାହିଁ, ସଠିକ୍ ସମୟରେ ବିଜୁଳି ବିଲ୍ ଦିଅନ୍ତୁ । ରିହାତି ପାଆନ୍ତୁ । ଶୁଭେଚ୍ଛା ସହ bbox=[39, 1083, 338, 1143]
ad-message: Best wishes on Birth Anniversary of Dharitri, Berhampur Edition. Dharitri is the most popular Odia Daily newspaper in Odisha bbox=[21, 1693, 356, 1739]
ad-name: ସିତାରାମ ପାଣିଗ୍ରାହୀ bbox=[479, 2192, 643, 2217]
flower-icon: ❦ bbox=[1034, 1736, 1057, 1767]
ad-suhas-chandra-patro bbox=[1131, 482, 1491, 668]
ad-bulu-pradhan bbox=[1131, 266, 1491, 468]
footer-mark bbox=[152, 2321, 222, 2331]
portrait-photo bbox=[644, 950, 704, 1020]
ad-name: S. Suhas Chandra Patro bbox=[1248, 546, 1442, 565]
ad-message: ଧରିତ୍ରୀର ଅଗଣିତ ପାଠକ ପାଠିକା ତଥା ବ୍ଲକର ସମସ୍ତ ଜନସାଧାରଣଙ୍କୁ ଶୁଭେଚ୍ଛା ଜଣାଉଛି । bbox=[427, 488, 695, 519]
portrait-photo bbox=[438, 744, 498, 814]
ad-hrusikesh-patri bbox=[6, 1884, 371, 2066]
college-logo-icon: A bbox=[1172, 2109, 1216, 2153]
ad-name: ବୁଲୁ ପ୍ରଧାନ bbox=[1302, 344, 1388, 364]
flower-icon: ✿ bbox=[1213, 1754, 1236, 1785]
ad-name: ସନ୍ତୋଷ ପଟ୍ଟନାୟକ (ପିଣ୍ଟୁ ଭାଇ) bbox=[409, 548, 645, 568]
ad-name: ଇଶ୍ୱର ଗୁଣିକା ରେଡ୍ଡି bbox=[533, 1955, 687, 1975]
ad-designation: ଅଭାଗଡ bbox=[507, 568, 547, 582]
ad-name: ଶରତ କୁମାର ରାଉତ bbox=[103, 339, 274, 364]
ad-name: ଶ୍ରୀ ଅକ୍ଷୟ ପଟ୍ଟନାୟକ bbox=[143, 962, 302, 982]
lotus-icon: ❀ bbox=[548, 302, 574, 337]
ad-message: ଧରିତ୍ରୀ ଏକ ନିର୍ଭୀକ ଖବରକାଗଜ । ସତ୍ୟ, ତଥ୍ୟଭିତ୍ତିକ ଖବର ପ୍ରକାଶ ଯୋଗୁଁ ଓଡ଼ିଶାର ଜନମାନସରେ ସମସ୍ତଙ୍କ ପ୍ରିୟଭାଜନ ହୋଇପାରିଛି । bbox=[786, 1280, 1090, 1327]
ad-designation: Director bbox=[1285, 2135, 1327, 2148]
ad-message: ଶେରଗଡ ବ୍ଲକ ବିଜୁ ଜନତା ଦଳଙ୍କୁ ସୁଦୃଢ କରିବା ସହ ଆମର ପ୍ରିୟ ମୁଖ୍ୟମନ୍ତ୍ରୀଙ୍କୁ ଶୁଭେଚ୍ଛା । bbox=[400, 918, 722, 949]
ad-message: ଧରିତ୍ରୀ ବ୍ରହ୍ମପୁର ସଂସ୍କରଣର ସ୍ୱନକ୍ଷତ୍ର ଅଭିନନ୍ଦନ । ଖଲ୍ଲିକୋଟ ବନାଞ୍ଚଳର ଜଙ୍ଗଲ ଓ ବନ୍ୟଜନ୍ତୁଙ୍କ ସୁରକ୍ଷା ପାଇଁ ଆସନ୍ତୁ ସଚେତନ ହେବା । bbox=[1141, 888, 1481, 935]
portrait-photo bbox=[91, 2090, 151, 2160]
ad-message: ଧରିତ୍ରୀକୁ ଜନ୍ମବାର୍ଷିକୀ ଅଭିନନ୍ଦନ । ଶେରଗଡ ବ୍ଲକ ସମସ୍ତ ବିଜୁ ଜନତା ଦଳର କର୍ମୀ ତଥା ଜନସାଧାରଣଙ୍କୁ ଶୁଭେଚ୍ଛା ଜଣାଉଛି । bbox=[31, 1891, 346, 1951]
ad-name: ମା' ବାଳକୁମାରୀ ଟ୍ରେକର ସଂଘ bbox=[58, 1347, 319, 1372]
ad-affiliation: (Affiliated to Berhampur University) bbox=[1233, 2209, 1389, 2220]
ad-message: ଧରିତ୍ରୀ ବ୍ରହ୍ମପୁର ସଂସ୍କରଣର ସ୍ୱନକ୍ଷତ୍ର ଅବସରରେ ସମସ୍ତ ଜନସାଧାରଣଙ୍କୁ ଅଭିନନ୍ଦନ । bbox=[391, 1693, 731, 1732]
article-column-2: ଲାଗି ଶିକ୍ଷାମନ୍ତ୍ରୀ ୨୦୧୧ ଡିସେମ୍ବର ୭ରେ ଘୋଷଣା କରିଥିଲେ । ବର୍ତ୍ତମାନ ପର୍ଯ୍ୟନ୍ତ ତାହା କାର୍ଯ୍ୟକାରୀ ହୋଇନାହିଁ ବୋଲି ଶିକ୍ଷକମାନେ ଅଭିଯୋଗ କରିଛନ୍ତି । ଖଲ୍ଲିକୋଟ,୧୭।୩(ବ୍ୟୁ.ଏନ.ଏ.)-ସରକାରଙ୍କ ପ୍ରଣୀତ ନୀତି ବିରୋଧରେ ଖଲ୍ଲିକୋଟ ବ୍ଲକ ଶିକ୍ଷକ ସଂଘ ପକ୍ଷରୁ ମାଟ୍ରିକ ଖାତା ମୂଲ୍ୟାୟନ ବର୍ଜନ କରାଯାଇଛି । କିଛି ଶିକ୍ଷକ ଆନ୍ଦୋଳନରେ ସାମିଲ ହୋଇ ସରକାରଙ୍କୁ ଚେତାବନୀ ଦେଇଛନ୍ତି । bbox=[380, 95, 742, 160]
ad-message: ଧରିତ୍ରୀ ବ୍ରହ୍ମପୁର ସଂସ୍କରଣର ସ୍ୱନକ୍ଷତ୍ର ଅବସରରେ ସମସ୍ତ ଜନସାଧାରଣଙ୍କୁ ଅଭିନନ୍ଦନ । bbox=[768, 691, 1108, 730]
portrait-photo bbox=[616, 2090, 660, 2146]
ad-message: ସ୍ୱାସ୍ଥ୍ୟସେବା ସମସ୍ତଙ୍କ ପାଇଁ ଜରୁରୀ । ସରକାରଙ୍କ ପ୍ରଦତ୍ତ ସମସ୍ତ ସୁବିଧା ନେବା ପାଇଁ ଅନୁରୋଧ କରୁଛି । ଧରିତ୍ରୀକୁ ଶୁଭେଚ୍ଛା । bbox=[1139, 690, 1483, 721]
ad-designation: ପ୍ରୋପ୍ରାଇଟର, ଶ୍ରୀ ଗଣେଶ ଜୁଏଲର୍ସ, ମୁଖ୍ୟ ସଡକ, ବୁଗୁଡା bbox=[1178, 1608, 1444, 1622]
ad-name: ଦେବବ୍ରତ ସାହୁ bbox=[888, 1341, 988, 1361]
ad-title: ଶୁଭେଚ୍ଛା bbox=[904, 2112, 1000, 2138]
deity-icon: ❀ bbox=[925, 518, 951, 553]
ad-dhanu-sabar bbox=[759, 1480, 1117, 1668]
ad-name-2: କି. ବୃନ୍ଦାବନ ରେଡ୍ଡି bbox=[1318, 1386, 1405, 1400]
page-footer bbox=[0, 2318, 1497, 2334]
